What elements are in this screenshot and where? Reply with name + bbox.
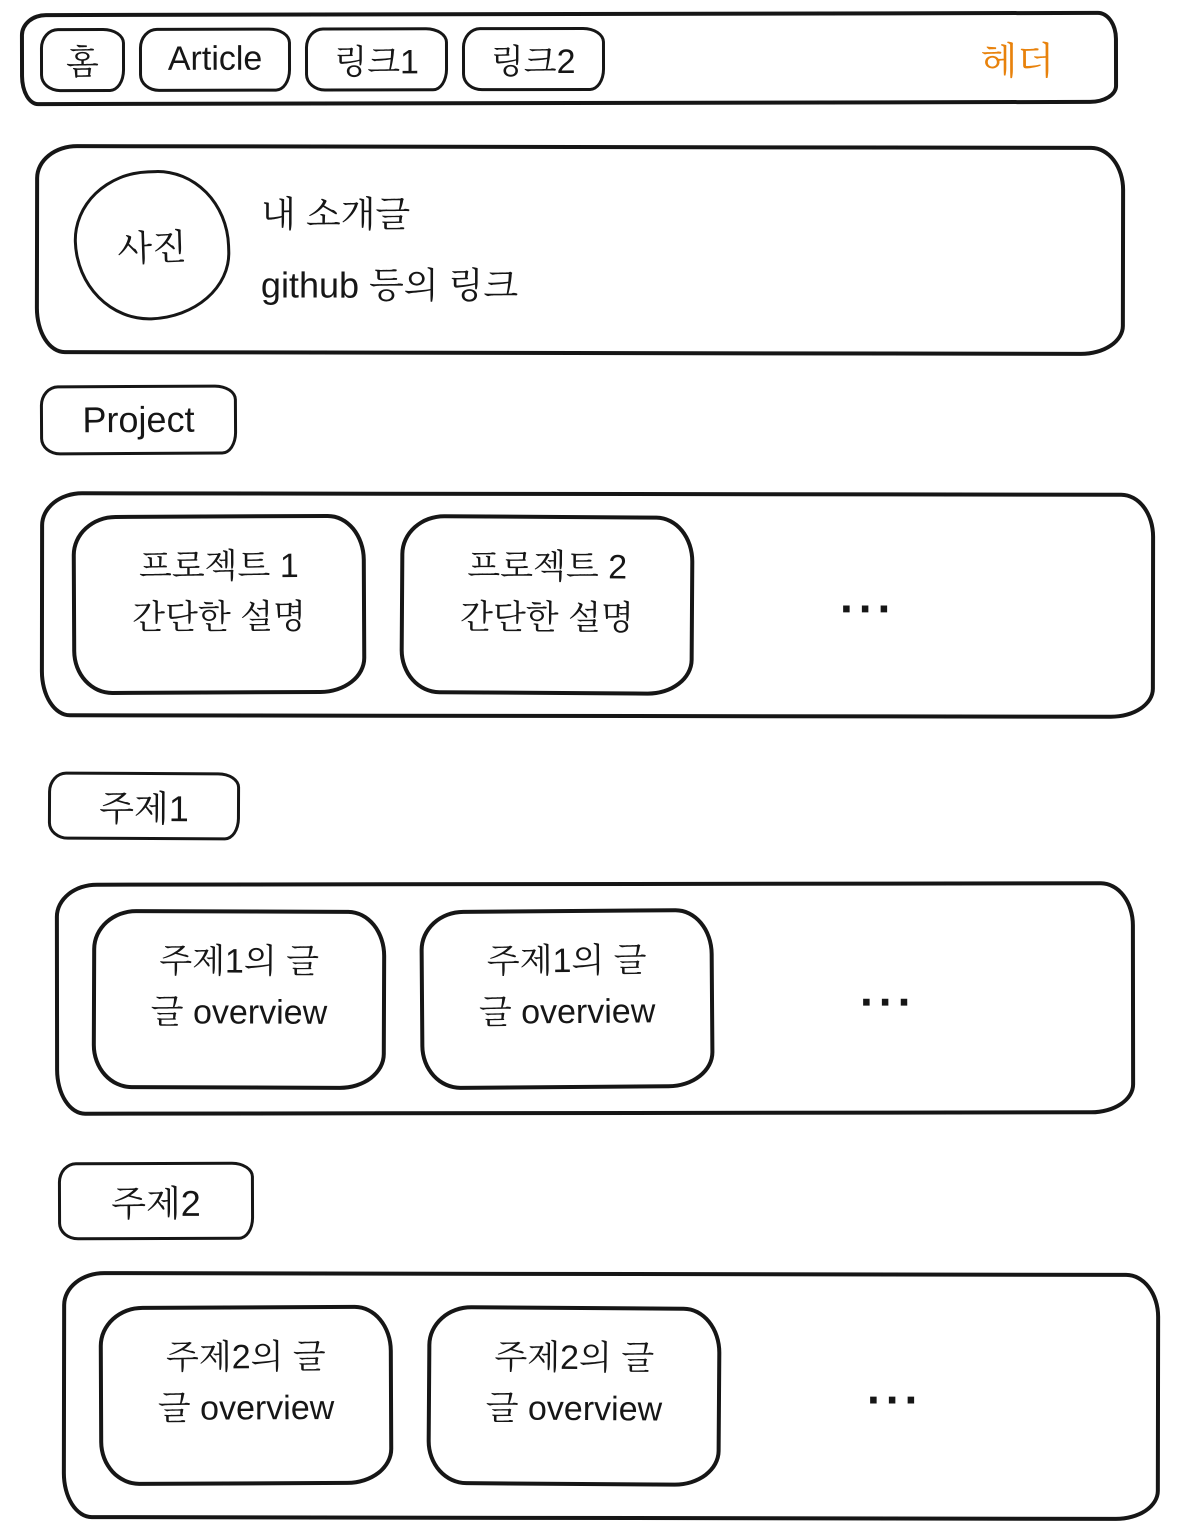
project-card-1[interactable] [72,514,367,695]
project-card-1-description: 간단한 설명 [132,598,306,637]
nav-link2-button[interactable]: 링크2 [462,26,605,90]
project-more-ellipsis: ... [839,570,897,623]
section-label-topic2[interactable]: 주제2 [58,1162,254,1241]
topic1-cards-container [55,881,1135,1116]
topic1-card-2-overview: 글 overview [478,991,656,1032]
project-card-2-title: 프로젝트 2 [467,547,628,587]
nav-link1-button[interactable]: 링크1 [305,27,448,91]
topic2-more-ellipsis: ... [866,1361,924,1414]
profile-intro-text: 내 소개글 [261,193,411,235]
profile-photo-placeholder: 사진 [72,168,233,323]
header-bar [20,11,1118,106]
topic2-card-2-title: 주제2의 글 [494,1338,655,1378]
project-card-2[interactable] [399,514,694,696]
topic1-card-2-title: 주제1의 글 [486,940,647,981]
topic2-card-1-overview: 글 overview [157,1388,335,1428]
header-annotation-label: 헤더 [980,40,1055,84]
nav-article-button[interactable]: Article [139,27,292,91]
topic2-card-2[interactable] [426,1305,721,1487]
topic1-more-ellipsis: ... [859,963,917,1016]
profile-text-block [260,193,519,306]
topic2-cards-container [62,1271,1160,1521]
topic1-card-1-overview: 글 overview [150,992,328,1032]
project-card-1-title: 프로젝트 1 [138,547,299,586]
profile-github-links-text[interactable]: github 등의 링크 [260,264,519,306]
topic2-card-2-overview: 글 overview [485,1389,663,1429]
project-card-2-description: 간단한 설명 [459,598,634,638]
section-label-project[interactable]: Project [40,384,237,455]
section-label-topic1[interactable]: 주제1 [48,772,240,841]
topic1-card-1[interactable] [92,908,387,1089]
nav-home-button[interactable]: 홈 [40,27,125,91]
topic1-card-1-title: 주제1의 글 [159,941,320,981]
project-cards-container [40,491,1155,719]
topic2-card-1[interactable] [99,1305,394,1486]
topic2-card-1-title: 주제2의 글 [165,1338,326,1377]
topic1-card-2[interactable] [419,907,714,1089]
profile-section [35,144,1125,356]
